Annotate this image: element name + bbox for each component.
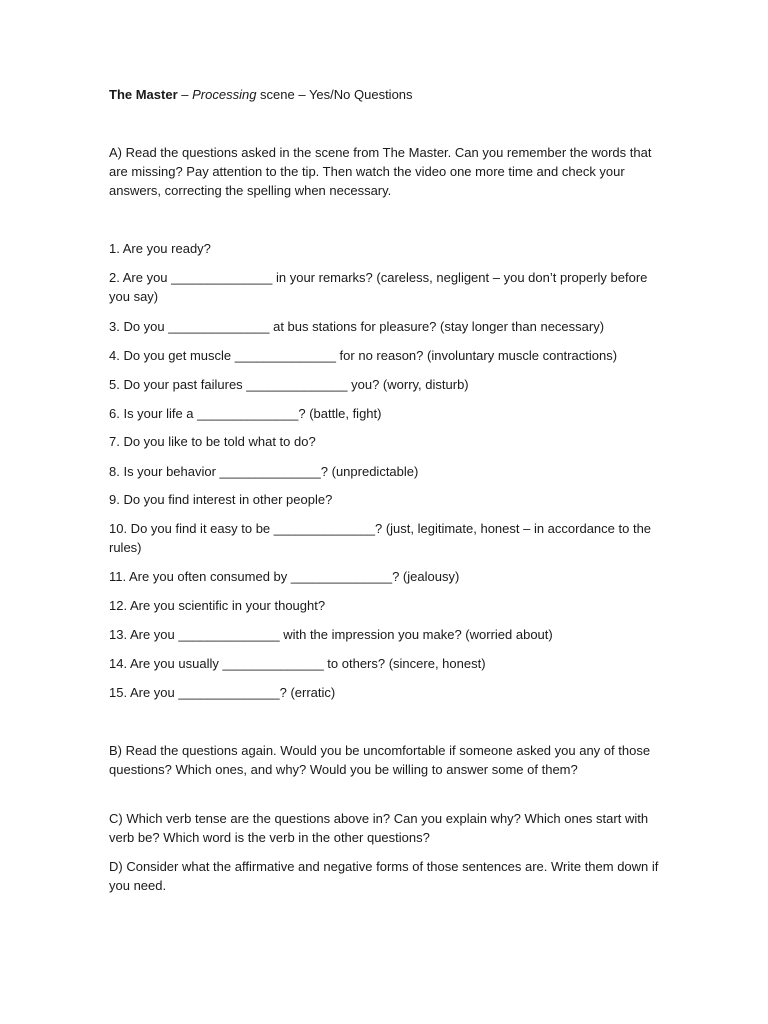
question-2: 2. Are you ______________ in your remarks? (careless, negligent – you don’t properly before you say)	[109, 270, 648, 304]
question-5: 5. Do your past failures ______________ you? (worry, disturb)	[109, 377, 469, 392]
section-d-instructions: D) Consider what the affirmative and negative forms of those sentences are. Write them down if you need.	[109, 859, 659, 893]
title-film-name: The Master	[109, 87, 178, 102]
section-b-instructions: B) Read the questions again. Would you be uncomfortable if someone asked you any of those questions? Which ones, and why? Would you be willing to answer some of them?	[109, 743, 651, 777]
section-a-instructions: A) Read the questions asked in the scene from The Master. Can you remember the words that are missing? Pay attention to the tip. Then watch the video one more time and check your answers, correcting the spelling when necessary.	[109, 145, 652, 198]
question-13: 13. Are you ______________ with the impression you make? (worried about)	[109, 627, 553, 642]
question-14: 14. Are you usually ______________ to others? (sincere, honest)	[109, 656, 486, 671]
question-8: 8. Is your behavior ______________? (unpredictable)	[109, 464, 419, 479]
title-dash: –	[177, 87, 193, 102]
question-9: 9. Do you find interest in other people?	[109, 492, 333, 507]
question-10: 10. Do you find it easy to be ______________? (just, legitimate, honest – in accordance to the rules)	[109, 521, 652, 555]
question-7: 7. Do you like to be told what to do?	[109, 434, 316, 449]
title-scene-name: Processing	[192, 87, 257, 102]
question-15: 15. Are you ______________? (erratic)	[109, 685, 336, 700]
worksheet-title	[109, 85, 413, 104]
question-3: 3. Do you ______________ at bus stations for pleasure? (stay longer than necessary)	[109, 319, 605, 334]
question-4: 4. Do you get muscle ______________ for no reason? (involuntary muscle contractions)	[109, 348, 618, 363]
question-1: 1. Are you ready?	[109, 241, 211, 256]
title-rest: scene – Yes/No Questions	[256, 87, 413, 102]
question-11: 11. Are you often consumed by ______________? (jealousy)	[109, 569, 460, 584]
section-c-instructions: C) Which verb tense are the questions above in? Can you explain why? Which ones start with verb be? Which word is the verb in the other questions?	[109, 811, 649, 845]
question-6: 6. Is your life a ______________? (battle, fight)	[109, 406, 382, 421]
question-12: 12. Are you scientific in your thought?	[109, 598, 326, 613]
